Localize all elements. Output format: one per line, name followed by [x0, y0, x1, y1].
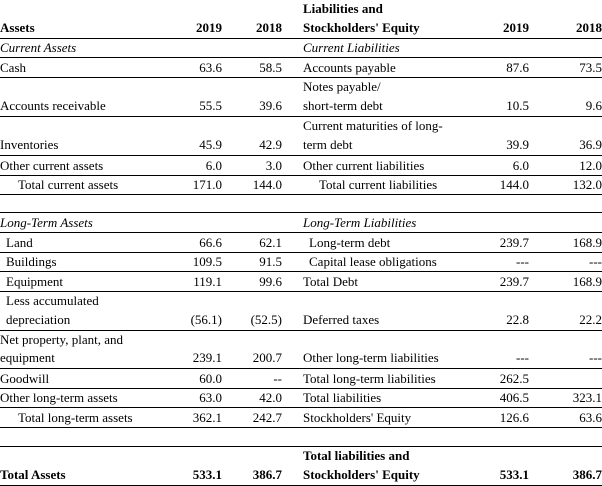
liabilities-header-line1: Liabilities and [303, 1, 383, 16]
total-assets-2019: 533.1 [192, 467, 222, 482]
equipment-label: Equipment [6, 274, 64, 289]
current-maturities-line2: term debt [303, 137, 353, 152]
net-property-2019: 239.1 [192, 350, 222, 365]
total-liab-equity-line2: Stockholders' Equity [303, 467, 420, 482]
capital-lease-2018: --- [589, 254, 602, 269]
other-lt-assets-2019: 63.0 [199, 390, 222, 405]
year-2019-header-right: 2019 [503, 20, 529, 35]
buildings-2019: 109.5 [192, 254, 222, 269]
long-term-assets-heading: Long-Term Assets [0, 215, 93, 230]
land-2019: 66.6 [199, 235, 222, 250]
notes-payable-line1: Notes payable/ [303, 79, 381, 94]
current-liabilities-heading: Current Liabilities [303, 40, 400, 55]
other-lt-assets-label: Other long-term assets [0, 390, 118, 405]
accounts-payable-label: Accounts payable [303, 60, 396, 75]
less-accumulated-line2: depreciation [6, 312, 71, 327]
total-liabilities-2018: 323.1 [572, 390, 602, 405]
net-property-line1: Net property, plant, and [0, 332, 123, 347]
other-current-liabilities-2018: 12.0 [579, 158, 602, 173]
accounts-receivable-label: Accounts receivable [0, 98, 106, 113]
long-term-headings-row [0, 213, 602, 233]
other-current-liabilities-2019: 6.0 [512, 158, 529, 173]
land-2018: 62.1 [259, 235, 282, 250]
total-liabilities-label: Total liabilities [303, 390, 382, 405]
total-debt-2018: 168.9 [572, 274, 602, 289]
table-row [0, 330, 602, 369]
total-assets-2018: 386.7 [252, 467, 282, 482]
table-row [0, 369, 602, 389]
total-current-liabilities-label: Total current liabilities [319, 177, 438, 192]
total-current-assets-2018: 144.0 [252, 177, 282, 192]
table-row [0, 252, 602, 272]
stockholders-equity-2019: 126.6 [499, 410, 529, 425]
total-current-assets-2019: 171.0 [192, 177, 222, 192]
other-current-assets-label: Other current assets [0, 158, 104, 173]
equipment-2018: 99.6 [259, 274, 282, 289]
long-term-debt-label: Long-term debt [309, 235, 391, 250]
table-row [0, 233, 602, 253]
stockholders-equity-label: Stockholders' Equity [303, 410, 412, 425]
accounts-payable-2018: 73.5 [579, 60, 602, 75]
goodwill-label: Goodwill [0, 371, 50, 386]
other-lt-liabilities-label: Other long-term liabilities [303, 350, 439, 365]
table-row [0, 117, 602, 156]
table-row [0, 58, 602, 78]
total-lt-liabilities-label: Total long-term liabilities [303, 371, 436, 386]
table-row [0, 291, 602, 331]
other-lt-liabilities-2018: --- [589, 350, 602, 365]
liabilities-header-line2: Stockholders' Equity [303, 20, 420, 35]
total-liabilities-2019: 406.5 [499, 390, 529, 405]
total-debt-label: Total Debt [303, 274, 359, 289]
other-current-assets-2018: 3.0 [265, 158, 282, 173]
net-property-line2: equipment [0, 350, 55, 365]
less-accumulated-line1: Less accumulated [6, 293, 99, 308]
other-current-assets-2019: 6.0 [205, 158, 222, 173]
current-maturities-line1: Current maturities of long- [303, 118, 443, 133]
year-2019-header: 2019 [196, 20, 222, 35]
inventories-2019: 45.9 [199, 137, 222, 152]
spacer-row [0, 428, 602, 447]
long-term-liabilities-heading: Long-Term Liabilities [303, 215, 417, 230]
notes-payable-line2: short-term debt [303, 98, 383, 113]
long-term-debt-2019: 239.7 [499, 235, 529, 250]
total-lt-assets-2019: 362.1 [192, 410, 222, 425]
total-liab-equity-line1: Total liabilities and [303, 448, 410, 463]
total-lt-liabilities-2019: 262.5 [499, 371, 529, 386]
assets-header: Assets [0, 20, 35, 35]
less-accumulated-2019: (56.1) [190, 312, 222, 327]
total-debt-2019: 239.7 [499, 274, 529, 289]
year-2018-header-right: 2018 [576, 20, 602, 35]
accounts-payable-2019: 87.6 [506, 60, 529, 75]
total-current-liabilities-2019: 144.0 [499, 177, 529, 192]
other-lt-assets-2018: 42.0 [259, 390, 282, 405]
cash-label: Cash [0, 60, 26, 75]
goodwill-2019: 60.0 [199, 371, 222, 386]
accounts-receivable-2018: 39.6 [259, 98, 282, 113]
current-headings-row [0, 38, 602, 58]
notes-payable-2019: 10.5 [506, 98, 529, 113]
grand-totals-row [0, 447, 602, 486]
deferred-taxes-2019: 22.8 [506, 312, 529, 327]
table-row [0, 78, 602, 117]
total-lt-assets-2018: 242.7 [252, 410, 282, 425]
buildings-2018: 91.5 [259, 254, 282, 269]
total-current-assets-label: Total current assets [18, 177, 119, 192]
notes-payable-2018: 9.6 [585, 98, 602, 113]
spacer-row [0, 195, 602, 213]
accounts-receivable-2019: 55.5 [199, 98, 222, 113]
table-row [0, 156, 602, 176]
current-maturities-2018: 36.9 [579, 137, 602, 152]
deferred-taxes-label: Deferred taxes [303, 312, 380, 327]
table-row [0, 175, 602, 195]
other-current-liabilities-label: Other current liabilities [303, 158, 425, 173]
cash-2019: 63.6 [199, 60, 222, 75]
inventories-label: Inventories [0, 137, 59, 152]
less-accumulated-2018: (52.5) [250, 312, 282, 327]
land-label: Land [6, 235, 33, 250]
equipment-2019: 119.1 [193, 274, 222, 289]
capital-lease-2019: --- [516, 254, 529, 269]
total-lt-assets-label: Total long-term assets [18, 410, 133, 425]
table-row [0, 388, 602, 408]
net-property-2018: 200.7 [252, 350, 282, 365]
table-row [0, 408, 602, 428]
other-lt-liabilities-2019: --- [516, 350, 529, 365]
long-term-debt-2018: 168.9 [572, 235, 602, 250]
current-assets-heading: Current Assets [0, 40, 77, 55]
total-liab-equity-2018: 386.7 [572, 467, 602, 482]
deferred-taxes-2018: 22.2 [579, 312, 602, 327]
table-row [0, 272, 602, 292]
goodwill-2018: -- [273, 371, 282, 386]
stockholders-equity-2018: 63.6 [579, 410, 602, 425]
total-current-liabilities-2018: 132.0 [572, 177, 602, 192]
year-2018-header: 2018 [256, 20, 282, 35]
header-row [0, 0, 602, 39]
total-liab-equity-2019: 533.1 [499, 467, 529, 482]
cash-2018: 58.5 [259, 60, 282, 75]
capital-lease-label: Capital lease obligations [309, 254, 437, 269]
inventories-2018: 42.9 [259, 137, 282, 152]
buildings-label: Buildings [6, 254, 57, 269]
current-maturities-2019: 39.9 [506, 137, 529, 152]
total-assets-label: Total Assets [0, 467, 66, 482]
